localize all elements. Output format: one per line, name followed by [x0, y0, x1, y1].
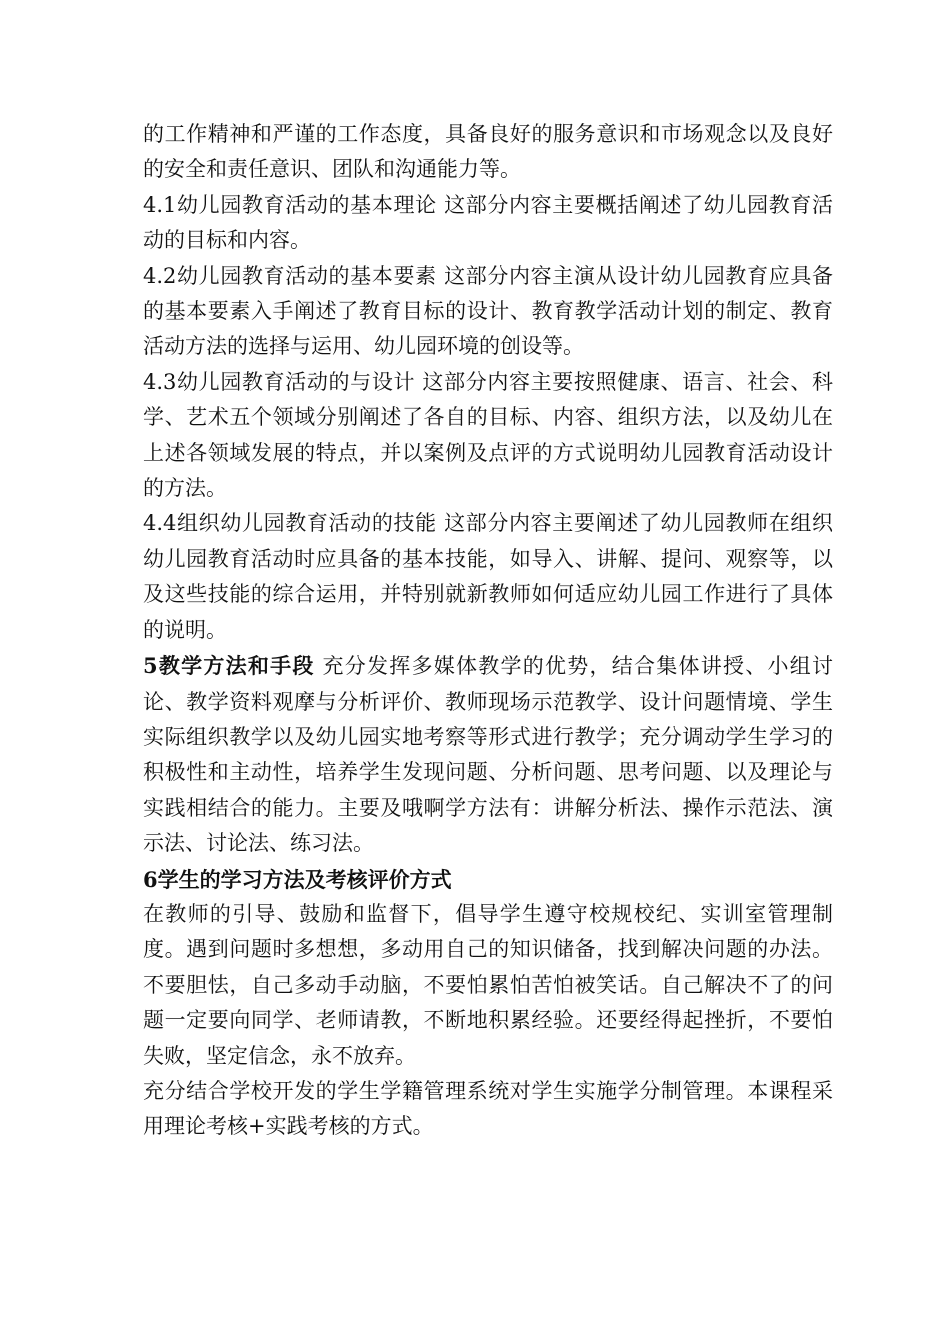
- section-5-body: 充分发挥多媒体教学的优势，结合集体讲授、小组讨论、教学资料观摩与分析评价、教师现场示范教学、设计问题情境、学生实际组织教学以及幼儿园实地考察等形式进行教学；充分调动学生学习的积极性和主动性，培养学生发现问题、分析问题、思考问题、以及理论与实践相结合的能力。主要及哦啊学方法有：讲解分析法、操作示范法、演示法、讨论法、练习法。: [143, 654, 833, 856]
- paragraph-4-1-basic-theory: 4.1幼儿园教育活动的基本理论 这部分内容主要概括阐述了幼儿园教育活动的目标和内容。: [143, 192, 833, 253]
- paragraph-4-2-basic-elements: 4.2幼儿园教育活动的基本要素 这部分内容主演从设计幼儿园教育应具备的基本要素入手阐述了教育目标的设计、教育教学活动计划的制定、教育活动方法的选择与运用、幼儿园环境的创设等。: [143, 263, 833, 359]
- section-5-title: 5教学方法和手段: [143, 653, 315, 679]
- paragraph-work-attitude: 的工作精神和严谨的工作态度，具备良好的服务意识和市场观念以及良好的安全和责任意识、团队和沟通能力等。: [143, 122, 833, 182]
- paragraph-4-3-design: 4.3幼儿园教育活动的与设计 这部分内容主要按照健康、语言、社会、科学、艺术五个领域分别阐述了各自的目标、内容、组织方法，以及幼儿在上述各领域发展的特点，并以案例及点评的方式说明幼儿园教育活动设计的方法。: [143, 369, 833, 501]
- paragraph-5-teaching-methods: [143, 648, 833, 861]
- paragraph-4-4-skills: 4.4组织幼儿园教育活动的技能 这部分内容主要阐述了幼儿园教师在组织幼儿园教育活动时应具备的基本技能，如导入、讲解、提问、观察等，以及这些技能的综合运用，并特别就新教师如何适应幼儿园工作进行了具体的说明。: [143, 511, 833, 642]
- section-6-heading: 6学生的学习方法及考核评价方式: [143, 866, 452, 892]
- paragraph-assessment: 充分结合学校开发的学生学籍管理系统对学生实施学分制管理。本课程采用理论考核+实践考核的方式。: [143, 1078, 833, 1139]
- document-body: [143, 117, 833, 1145]
- paragraph-learning-methods: 在教师的引导、鼓励和监督下，倡导学生遵守校规校纪、实训室管理制度。遇到问题时多想想，多动用自己的知识储备，找到解决问题的办法。不要胆怯，自己多动手动脑，不要怕累怕苦怕被笑话。自己解决不了的问题一定要向同学、老师请教，不断地积累经验。还要经得起挫折，不要怕失败，坚定信念，永不放弃。: [143, 901, 833, 1068]
